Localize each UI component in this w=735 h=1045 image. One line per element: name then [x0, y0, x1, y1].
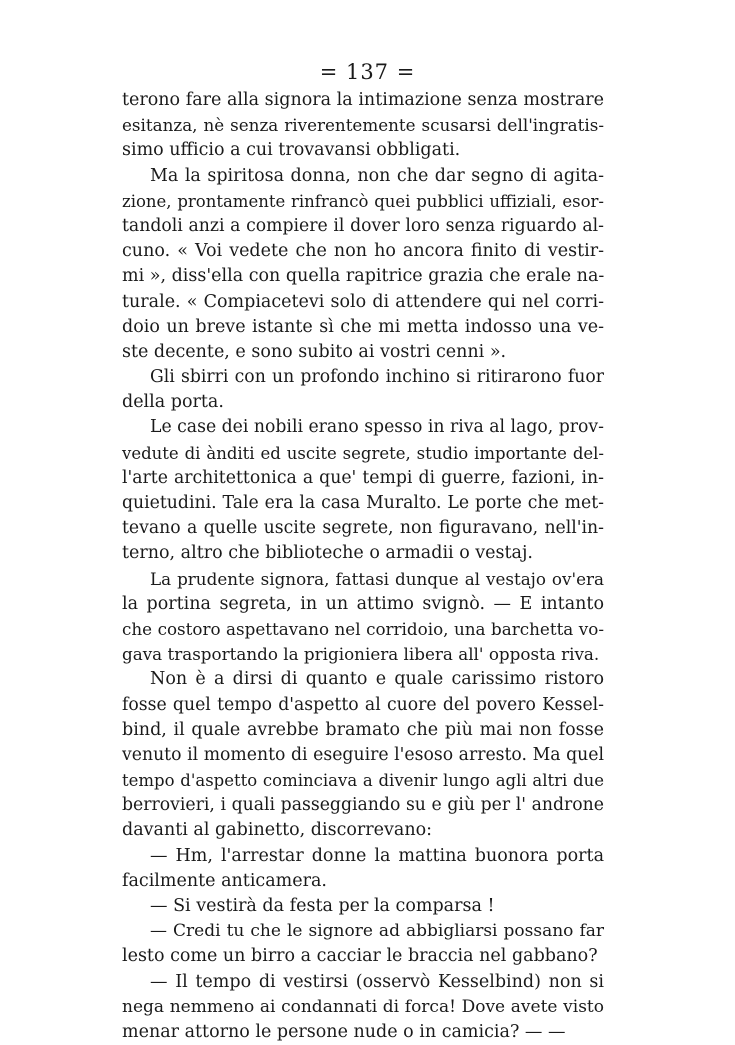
text-line: facilmente anticamera. [122, 870, 327, 891]
text-line: nega nemmeno ai condannati di forca! Dove avete visto [122, 996, 604, 1017]
text-line: lesto come un birro a cacciar le braccia nel gabbano? [122, 946, 598, 967]
text-line: tandoli anzi a compiere il dover loro senza riguardo al- [122, 215, 604, 236]
text-line: fosse quel tempo d'aspetto al cuore del povero Kessel- [122, 694, 604, 715]
text-line: Gli sbirri con un profondo inchino si ritirarono fuor [150, 367, 604, 388]
page-number: = 137 = [319, 60, 416, 84]
text-line: turale. « Compiacetevi solo di attendere qui nel corri- [122, 291, 604, 312]
text-line: tevano a quelle uscite segrete, non figuravano, nell'in- [122, 518, 604, 539]
text-line: — Hm, l'arrestar donne la mattina buonora porta [150, 845, 604, 866]
text-line: zione, prontamente rinfrancò quei pubblici uffiziali, esor- [122, 191, 604, 211]
text-line: simo ufficio a cui trovavansi obbligati. [122, 140, 461, 161]
text-line: doio un breve istante sì che mi metta indosso una ve- [122, 316, 604, 337]
text-line: quietudini. Tale era la casa Muralto. Le porte che met- [122, 493, 604, 513]
text-line: l'arte architettonica a que' tempi di guerre, fazioni, in- [122, 467, 604, 488]
text-line: ste decente, e sono subito ai vostri cenni ». [122, 341, 507, 362]
text-line: mi », diss'ella con quella rapitrice grazia che erale na- [122, 266, 605, 287]
text-line: Ma la spiritosa donna, non che dar segno di agita- [150, 165, 604, 186]
text-line: terno, altro che biblioteche o armadii o vestaj. [122, 543, 533, 564]
text-line: La prudente signora, fattasi dunque al vestajo ov'era [150, 568, 604, 589]
text-line: tempo d'aspetto cominciava a divenir lungo agli altri due [122, 771, 604, 791]
text-line: davanti al gabinetto, discorrevano: [122, 820, 433, 841]
text-line: bind, il quale avrebbe bramato che più mai non fosse [122, 719, 604, 740]
text-line: la portina segreta, in un attimo svignò. — E intanto [122, 593, 604, 614]
text-line: che costoro aspettavano nel corridoio, una barchetta vo- [122, 618, 604, 639]
body-text [122, 88, 604, 1045]
text-line: Le case dei nobili erano spesso in riva al lago, prov- [150, 417, 604, 438]
text-line: — Il tempo di vestirsi (osservò Kesselbind) non si [150, 971, 604, 992]
text-line: terono fare alla signora la intimazione senza mostrare [122, 90, 604, 110]
text-line: venuto il momento di eseguire l'esoso arresto. Ma quel [122, 744, 604, 765]
text-line: cuno. « Voi vedete che non ho ancora finito di vestir- [122, 241, 604, 262]
text-line: gava trasportando la prigioniera libera all' opposta riva. [122, 644, 600, 665]
text-line: Non è a dirsi di quanto e quale carissimo ristoro [150, 669, 604, 690]
text-line: vedute di ànditi ed uscite segrete, studio importante del- [122, 443, 604, 463]
text-line: della porta. [122, 392, 224, 413]
text-line: berrovieri, i quali passeggiando su e giù per l' androne [122, 795, 604, 816]
text-line: esitanza, nè senza riverentemente scusarsi dell'ingratis- [122, 115, 604, 136]
text-line: — Credi tu che le signore ad abbigliarsi possano far [150, 921, 604, 942]
text-line: menar attorno le persone nude o in camicia? — — [122, 1021, 566, 1042]
text-line: — Si vestirà da festa per la comparsa ! [150, 896, 495, 916]
